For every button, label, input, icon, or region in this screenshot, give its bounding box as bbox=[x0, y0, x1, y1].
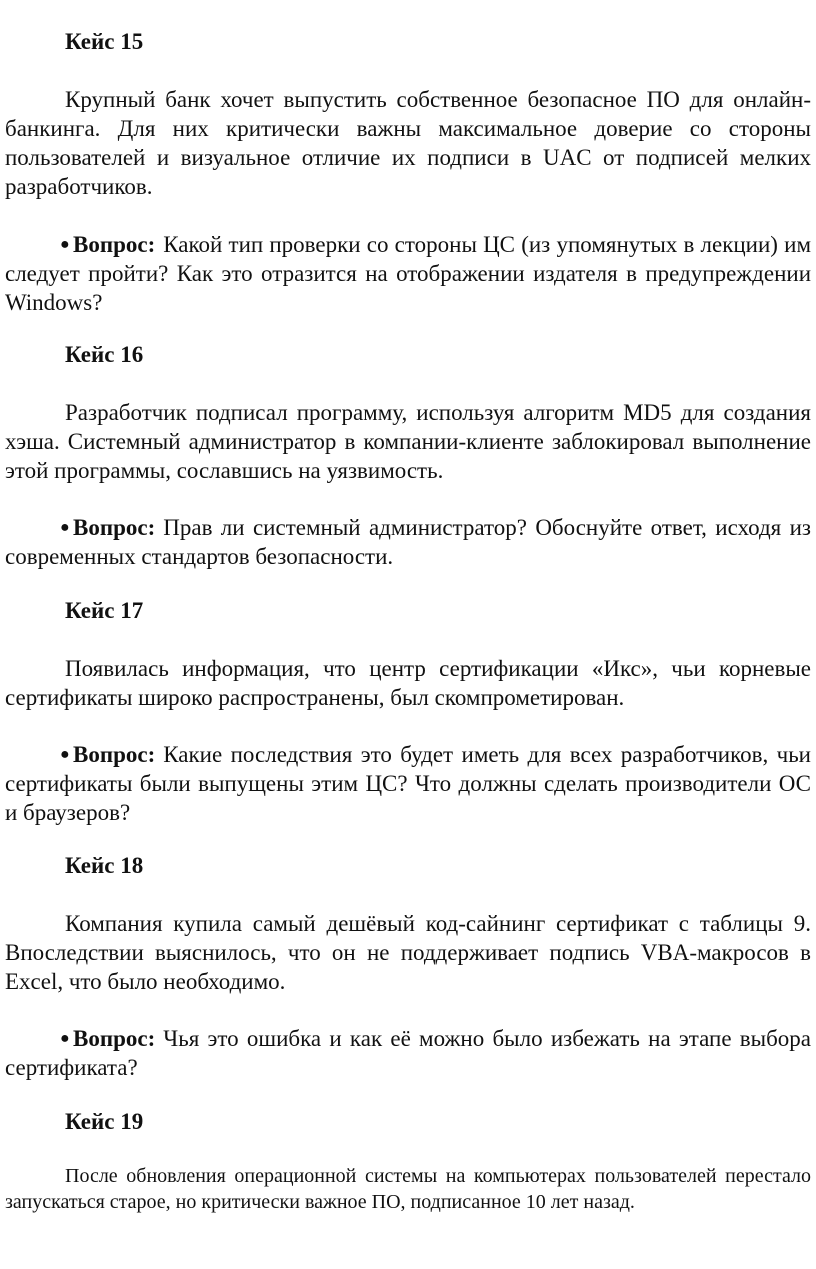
bullet-icon: ● bbox=[60, 1030, 70, 1047]
case-18-text: Компания купила самый дешёвый код-сайнинг сертификат с таблицы 9. Впоследствии выяснилось, что он не поддерживает подпись VBA-макросов в Excel, что было необходимо. bbox=[5, 911, 811, 994]
case-16-question bbox=[5, 513, 811, 571]
question-label: Вопрос: bbox=[73, 1026, 156, 1051]
bullet-icon: ● bbox=[60, 519, 70, 536]
case-16-text: Разработчик подписал программу, используя алгоритм MD5 для создания хэша. Системный администратор в компании-клиенте заблокировал выполнение этой программы, сославшись на уязвимость. bbox=[5, 400, 811, 483]
bullet-icon: ● bbox=[60, 236, 70, 253]
question-label: Вопрос: bbox=[73, 232, 156, 257]
case-15-question bbox=[5, 230, 811, 317]
case-19-title: Кейс 19 bbox=[65, 1109, 144, 1134]
question-label: Вопрос: bbox=[73, 742, 156, 767]
bullet-icon: ● bbox=[60, 746, 70, 763]
case-15-question-text: Какой тип проверки со стороны ЦС (из упомянутых в лекции) им следует пройти? Как это отразится на отображении издателя в предупреждении Windows? bbox=[5, 232, 811, 315]
case-15-text: Крупный банк хочет выпустить собственное безопасное ПО для онлайн-банкинга. Для них критически важны максимальное доверие со стороны пользователей и визуальное отличие их подписи в UAC от подписей мелких разработчиков. bbox=[5, 87, 811, 199]
case-18-title: Кейс 18 bbox=[65, 853, 144, 878]
case-19-text: После обновления операционной системы на компьютерах пользователей перестало запускаться старое, но критически важное ПО, подписанное 10 лет назад. bbox=[5, 1165, 811, 1213]
case-17-title: Кейс 17 bbox=[65, 598, 144, 623]
case-17-question-text: Какие последствия это будет иметь для всех разработчиков, чьи сертификаты были выпущены этим ЦС? Что должны сделать производители ОС и браузеров? bbox=[5, 742, 811, 825]
case-17-text: Появилась информация, что центр сертификации «Икс», чьи корневые сертификаты широко распространены, был скомпрометирован. bbox=[5, 656, 811, 710]
question-label: Вопрос: bbox=[73, 515, 156, 540]
case-18-question-text: Чья это ошибка и как её можно было избежать на этапе выбора сертификата? bbox=[5, 1026, 811, 1080]
case-15-title: Кейс 15 bbox=[65, 29, 144, 54]
case-17-question bbox=[5, 740, 811, 827]
case-16-question-text: Прав ли системный администратор? Обоснуйте ответ, исходя из современных стандартов безопасности. bbox=[5, 515, 811, 569]
case-18-question bbox=[5, 1024, 811, 1082]
case-16-title: Кейс 16 bbox=[65, 342, 144, 367]
